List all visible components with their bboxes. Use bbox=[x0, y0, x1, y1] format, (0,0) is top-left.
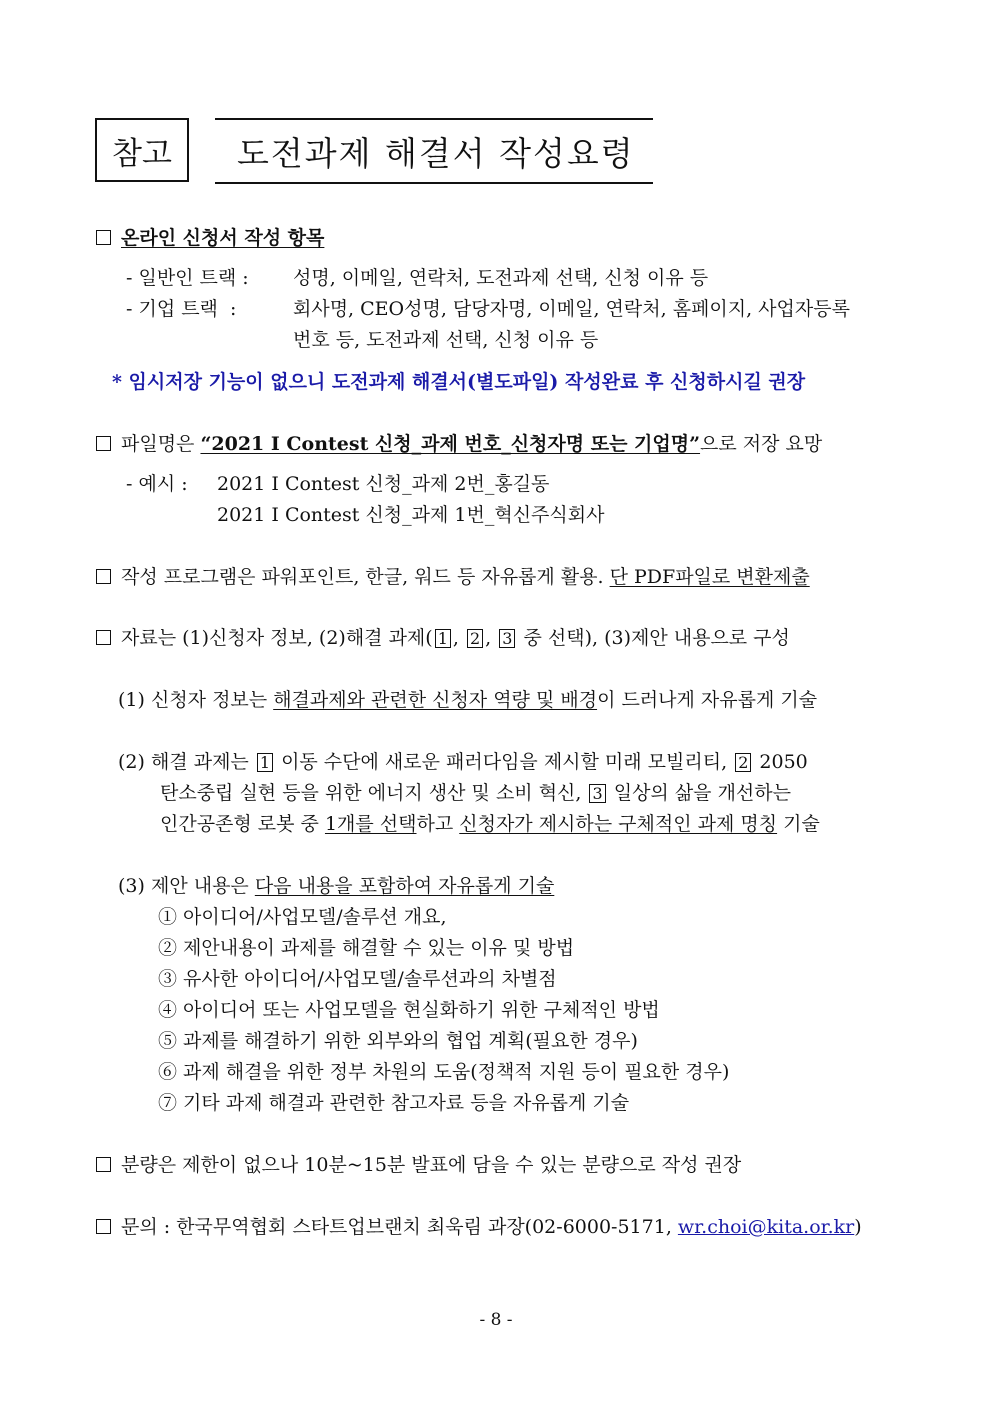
company-track-items-1: 회사명, CEO성명, 담당자명, 이메일, 연락처, 홈페이지, 사업자등록 bbox=[293, 298, 850, 320]
item1-line bbox=[118, 688, 817, 712]
item2-select-one: 1개를 선택 bbox=[324, 813, 417, 835]
example-1: 2021 I Contest 신청_과제 2번_홍길동 bbox=[217, 473, 550, 495]
item3-sub-6: ⑥ 과제 해결을 위한 정부 차원의 도움(정책적 지원 등이 필요한 경우) bbox=[158, 1061, 730, 1083]
checkbox-square-icon bbox=[96, 230, 111, 245]
item2-text-1b: 이동 수단에 새로운 패러다임을 제시할 미래 모빌리티, bbox=[281, 751, 728, 773]
boxed-number-1: 1 bbox=[435, 629, 451, 648]
boxed-number-2: 2 bbox=[735, 753, 751, 772]
program-pdf-note: 단 PDF파일로 변환제출 bbox=[609, 566, 810, 588]
reference-badge-label: 참고 bbox=[112, 135, 172, 172]
program-text: 작성 프로그램은 파워포인트, 한글, 워드 등 자유롭게 활용. bbox=[121, 566, 604, 588]
boxed-number-1: 1 bbox=[257, 753, 273, 772]
page-title bbox=[215, 118, 653, 184]
program-line bbox=[96, 565, 810, 589]
item1-underlined: 해결과제와 관련한 신청자 역량 및 배경 bbox=[273, 689, 598, 711]
item2-text-3c: 기술 bbox=[777, 813, 820, 835]
item3-sub-1: ① 아이디어/사업모델/솔루션 개요, bbox=[158, 906, 447, 928]
example-label: - 예시 : bbox=[126, 473, 188, 495]
filename-suffix: 으로 저장 요망 bbox=[700, 433, 823, 455]
checkbox-square-icon bbox=[96, 630, 111, 645]
checkbox-square-icon bbox=[96, 569, 111, 584]
item3-line bbox=[118, 874, 554, 898]
volume-line bbox=[96, 1153, 741, 1177]
structure-text-a: 자료는 (1)신청자 정보, (2)해결 과제( bbox=[121, 627, 433, 649]
page-number: - 8 - bbox=[479, 1310, 513, 1330]
item3-underlined: 다음 내용을 포함하여 자유롭게 기술 bbox=[254, 875, 555, 897]
item3-sub-4: ④ 아이디어 또는 사업모델을 현실화하기 위한 구체적인 방법 bbox=[158, 999, 660, 1021]
filename-format: “2021 I Contest 신청_과제 번호_신청자명 또는 기업명” bbox=[200, 433, 701, 455]
general-track-label: - 일반인 트랙 : bbox=[126, 267, 249, 289]
item3-sub-3: ③ 유사한 아이디어/사업모델/솔루션과의 차별점 bbox=[158, 968, 557, 990]
company-track-items-2: 번호 등, 도전과제 선택, 신청 이유 등 bbox=[293, 329, 599, 351]
item2-text-1c: 2050 bbox=[759, 751, 808, 773]
item2-text-2b: 일상의 삶을 개선하는 bbox=[613, 782, 791, 804]
contact-line bbox=[96, 1215, 862, 1239]
item1-number: (1) bbox=[118, 689, 145, 711]
page-title-text: 도전과제 해결서 작성요령 bbox=[237, 133, 635, 173]
checkbox-square-icon bbox=[96, 1157, 111, 1172]
item3-sub-7: ⑦ 기타 과제 해결과 관련한 참고자료 등을 자유롭게 기술 bbox=[158, 1092, 630, 1114]
item3-sub-5: ⑤ 과제를 해결하기 위한 외부와의 협업 계획(필요한 경우) bbox=[158, 1030, 638, 1052]
item3-number: (3) bbox=[118, 875, 145, 897]
filename-line bbox=[96, 432, 822, 456]
boxed-number-2: 2 bbox=[467, 629, 483, 648]
company-track-label: - 기업 트랙 : bbox=[126, 298, 237, 320]
item2-line1 bbox=[118, 750, 808, 774]
structure-line: 자료는 (1)신청자 정보, (2)해결 과제( 1 , 2 , 3 중 선택), (3)제안 내용으로 구성 bbox=[96, 626, 790, 650]
item2-text-1a: 해결 과제는 bbox=[150, 751, 249, 773]
contact-close-paren: ) bbox=[854, 1216, 862, 1238]
filename-prefix: 파일명은 bbox=[121, 433, 201, 455]
item1-text-b: 이 드러나게 자유롭게 기술 bbox=[597, 689, 818, 711]
item2-line3 bbox=[160, 812, 820, 836]
boxed-number-3: 3 bbox=[499, 629, 515, 648]
contact-text: 문의 : 한국무역협회 스타트업브랜치 최욱림 과장(02-6000-5171, bbox=[121, 1216, 678, 1238]
item2-line2 bbox=[160, 781, 791, 805]
online-form-heading bbox=[96, 226, 324, 250]
item3-text-a: 제안 내용은 bbox=[150, 875, 255, 897]
general-track-items: 성명, 이메일, 연락처, 도전과제 선택, 신청 이유 등 bbox=[293, 267, 709, 289]
item2-text-3a: 인간공존형 로봇 중 bbox=[160, 813, 325, 835]
online-form-heading-text: 온라인 신청서 작성 항목 bbox=[121, 227, 325, 249]
checkbox-square-icon bbox=[96, 1219, 111, 1234]
item2-text-3b: 하고 bbox=[416, 813, 460, 835]
item3-sub-2: ② 제안내용이 과제를 해결할 수 있는 이유 및 방법 bbox=[158, 937, 575, 959]
checkbox-square-icon bbox=[96, 436, 111, 451]
reference-badge bbox=[95, 118, 189, 182]
item1-text-a: 신청자 정보는 bbox=[150, 689, 274, 711]
example-2: 2021 I Contest 신청_과제 1번_혁신주식회사 bbox=[217, 504, 605, 526]
volume-text: 분량은 제한이 없으나 10분~15분 발표에 담을 수 있는 분량으로 작성 권장 bbox=[121, 1154, 742, 1176]
boxed-number-3: 3 bbox=[589, 784, 605, 803]
item2-text-2a: 탄소중립 실현 등을 위한 에너지 생산 및 소비 혁신, bbox=[160, 782, 582, 804]
structure-text-b: 중 선택), (3)제안 내용으로 구성 bbox=[517, 627, 790, 649]
item2-task-name: 신청자가 제시하는 구체적인 과제 명칭 bbox=[459, 813, 778, 835]
temp-save-note: * 임시저장 기능이 없으니 도전과제 해결서(별도파일) 작성완료 후 신청하시길 권장 bbox=[112, 371, 806, 393]
contact-email-link[interactable]: wr.choi@kita.or.kr bbox=[677, 1216, 855, 1238]
item2-number: (2) bbox=[118, 751, 145, 773]
